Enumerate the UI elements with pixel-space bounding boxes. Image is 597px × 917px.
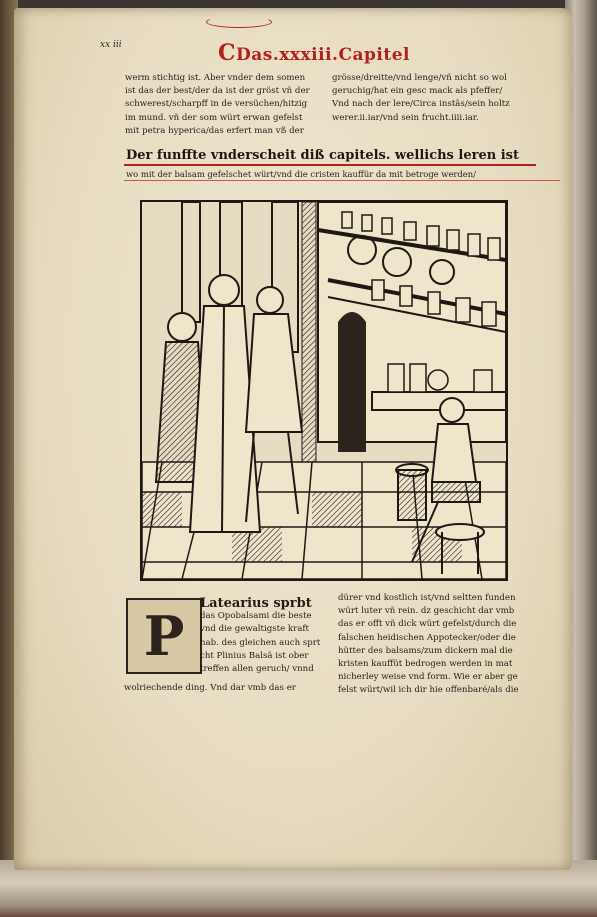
top-right-column [332,72,532,125]
text-line: vnd die gewaltigste kraft [200,624,309,635]
text-line: schwerest/scharpff in de versüchen/hitzig [125,99,308,110]
text-line: geruchig/hat ein gesc mack als pfeffer/ [332,86,503,97]
rubric-underline [124,164,536,166]
decorated-initial-letter: P [143,604,185,668]
section-subtitle: wo mit der balsam gefelschet würt/vnd die cristen kauffür da mit betroge werden/ [126,169,476,179]
top-left-column [125,72,320,138]
text-line: würt luter vñ rein. dz geschicht dar vmb [338,606,515,617]
text-line: ist das der best/der da ist der gröst vñ der [125,86,310,97]
text-line: das er offt vñ dick würt gefelst/durch die [338,619,517,630]
chapter-heading [218,40,410,66]
text-line: falschen heidischen Appotecker/oder die [338,632,516,643]
text-line: wolriechende ding. Vnd dar vmb das er [124,683,296,693]
text-line: felst würt/wil ich dir hie offenbaré/als die [338,685,519,696]
text-line: werm stichtig ist. Aber vnder dem somen [125,73,306,83]
decorated-initial [126,598,202,674]
text-line: grösse/dreitte/vnd lenge/vñ nicht so wol [332,73,507,83]
chapter-initial: C [218,40,237,66]
folio-number: xx iii [100,40,122,50]
section-title: Der funffte vnderscheit diß capitels. wellichs leren ist [126,148,519,163]
text-line: Vnd nach der lere/Circa instãs/sein holtz [332,99,510,110]
woodcut-illustration [140,200,508,581]
text-line: cht Plinius Balsã ist ober [200,650,309,661]
chapter-heading-text: Das.xxxiii.Capitel [236,45,410,65]
text-line: werer.ii.iar/vnd sein frucht.iiii.iar. [332,112,479,123]
lead-line: Latearius sprbt [200,596,312,611]
text-line: hütter des balsams/zum dickern mal die [338,645,513,656]
rubric-underline-2 [124,180,560,181]
bottom-right-column [338,592,538,698]
rubric-mark [206,16,272,28]
text-line: hab. des gleichen auch sprt [200,637,321,648]
bottom-left-tail [124,682,296,695]
text-line: nicherley weise vnd form. Wie er aber ge [338,672,518,683]
text-line: kristen kauffüt bedrogen werden in mat [338,659,513,670]
apothecary-scene-image [142,202,506,579]
text-line: treffen allen geruch/ vnnd [200,664,314,675]
text-line: mit petra hyperica/das erfert man vß der [125,125,304,136]
bottom-left-column [200,597,336,676]
text-line: das Opobalsami die beste [200,611,312,622]
text-line: dürer vnd kostlich ist/vnd seltten funden [338,593,516,603]
text-line: im mund. vñ der som würt erwan gefelst [125,112,303,123]
